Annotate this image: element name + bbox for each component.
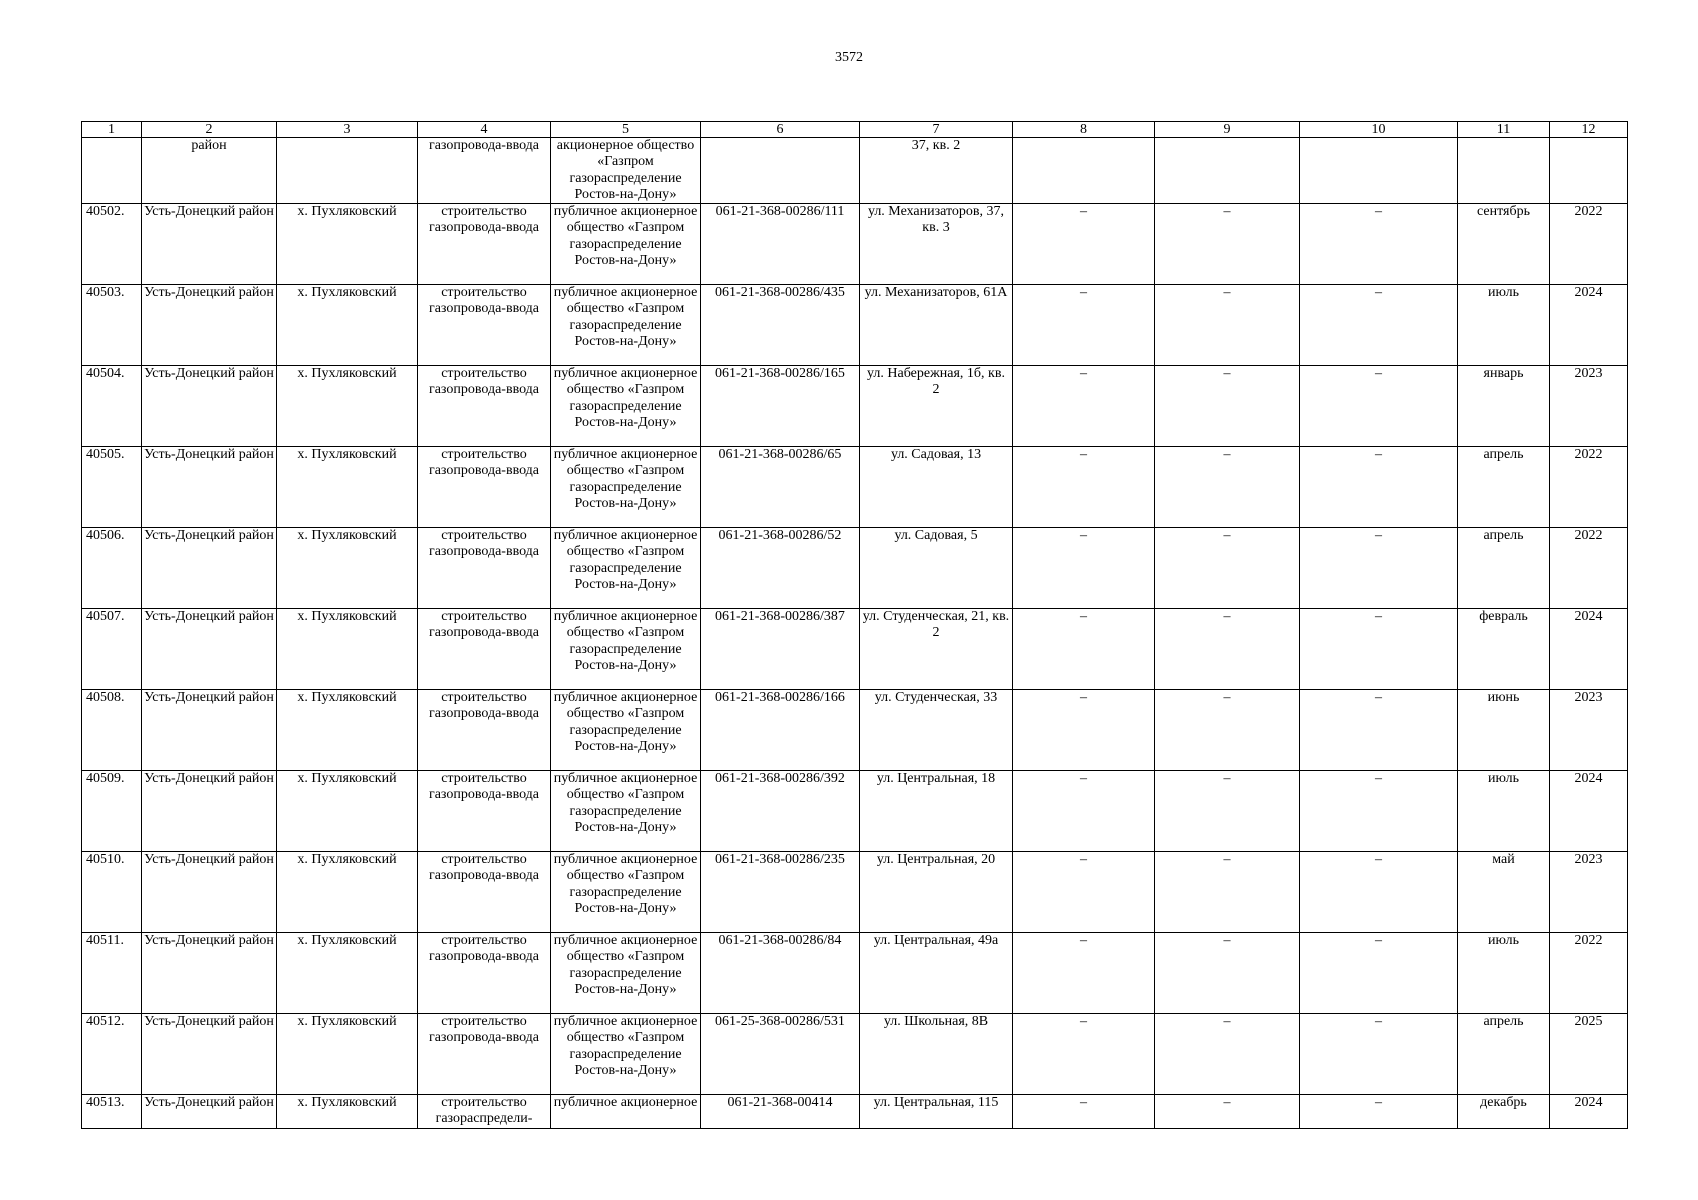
cell-num: 40513.	[82, 1095, 142, 1129]
cell-code: 061-21-368-00286/111	[701, 204, 860, 285]
cell-locality: х. Пухляковский	[277, 852, 418, 933]
cell-district: Усть-Донецкий район	[142, 447, 277, 528]
cell-address: ул. Центральная, 20	[860, 852, 1013, 933]
cell-org: публичное акционерное общество «Газпром газораспределение Ростов-на-Дону»	[551, 285, 701, 366]
cell-c10: –	[1300, 933, 1458, 1014]
cell-month: февраль	[1458, 609, 1550, 690]
cell-c9: –	[1155, 771, 1300, 852]
cell-num: 40508.	[82, 690, 142, 771]
cell-work: строительство газопровода-ввода	[418, 690, 551, 771]
cell-code: 061-21-368-00286/52	[701, 528, 860, 609]
column-header: 1	[82, 122, 142, 138]
cell-address: ул. Механизаторов, 61А	[860, 285, 1013, 366]
cell-org: публичное акционерное общество «Газпром газораспределение Ростов-на-Дону»	[551, 1014, 701, 1095]
cell-c9: –	[1155, 528, 1300, 609]
cell-year: 2022	[1550, 933, 1628, 1014]
cell-district: Усть-Донецкий район	[142, 1095, 277, 1129]
cell-locality: х. Пухляковский	[277, 1014, 418, 1095]
cell-org: публичное акционерное общество «Газпром газораспределение Ростов-на-Дону»	[551, 690, 701, 771]
cell-year: 2024	[1550, 609, 1628, 690]
table-body	[82, 138, 1628, 1129]
cell-org: акционерное общество «Газпром газораспределение Ростов-на-Дону»	[551, 138, 701, 204]
cell-locality: х. Пухляковский	[277, 933, 418, 1014]
column-header: 5	[551, 122, 701, 138]
cell-month: июль	[1458, 771, 1550, 852]
cell-code: 061-21-368-00286/392	[701, 771, 860, 852]
cell-c8: –	[1013, 528, 1155, 609]
cell-c9: –	[1155, 366, 1300, 447]
cell-c8: –	[1013, 447, 1155, 528]
cell-c8: –	[1013, 771, 1155, 852]
table-row	[82, 1014, 1628, 1095]
cell-address: ул. Садовая, 13	[860, 447, 1013, 528]
cell-locality: х. Пухляковский	[277, 771, 418, 852]
cell-org: публичное акционерное общество «Газпром газораспределение Ростов-на-Дону»	[551, 528, 701, 609]
cell-num: 40503.	[82, 285, 142, 366]
table-row	[82, 528, 1628, 609]
cell-locality: х. Пухляковский	[277, 690, 418, 771]
cell-code: 061-21-368-00286/165	[701, 366, 860, 447]
cell-code	[701, 138, 860, 204]
column-header: 2	[142, 122, 277, 138]
cell-month: май	[1458, 852, 1550, 933]
cell-num: 40510.	[82, 852, 142, 933]
cell-code: 061-25-368-00286/531	[701, 1014, 860, 1095]
cell-org: публичное акционерное общество «Газпром газораспределение Ростов-на-Дону»	[551, 933, 701, 1014]
cell-locality: х. Пухляковский	[277, 609, 418, 690]
cell-c10: –	[1300, 852, 1458, 933]
cell-district: Усть-Донецкий район	[142, 204, 277, 285]
table-row	[82, 447, 1628, 528]
cell-year: 2023	[1550, 690, 1628, 771]
table-row	[82, 690, 1628, 771]
cell-locality: х. Пухляковский	[277, 285, 418, 366]
cell-c10: –	[1300, 528, 1458, 609]
cell-num: 40504.	[82, 366, 142, 447]
cell-c8: –	[1013, 933, 1155, 1014]
cell-address: ул. Студенческая, 21, кв. 2	[860, 609, 1013, 690]
table-row	[82, 285, 1628, 366]
cell-address: ул. Центральная, 49а	[860, 933, 1013, 1014]
cell-code: 061-21-368-00286/387	[701, 609, 860, 690]
cell-address: ул. Школьная, 8В	[860, 1014, 1013, 1095]
cell-num: 40511.	[82, 933, 142, 1014]
cell-c8: –	[1013, 1014, 1155, 1095]
cell-c8: –	[1013, 285, 1155, 366]
cell-c10: –	[1300, 690, 1458, 771]
table-row	[82, 933, 1628, 1014]
column-header: 12	[1550, 122, 1628, 138]
cell-org: публичное акционерное общество «Газпром газораспределение Ростов-на-Дону»	[551, 609, 701, 690]
cell-year	[1550, 138, 1628, 204]
cell-year: 2023	[1550, 366, 1628, 447]
cell-year: 2024	[1550, 285, 1628, 366]
cell-c10: –	[1300, 1095, 1458, 1129]
cell-locality: х. Пухляковский	[277, 447, 418, 528]
cell-address: ул. Центральная, 115	[860, 1095, 1013, 1129]
cell-work: строительство газопровода-ввода	[418, 852, 551, 933]
cell-district: Усть-Донецкий район	[142, 852, 277, 933]
cell-c9	[1155, 138, 1300, 204]
cell-month: апрель	[1458, 1014, 1550, 1095]
column-header: 6	[701, 122, 860, 138]
cell-work: строительство газораспредели-	[418, 1095, 551, 1129]
column-header: 4	[418, 122, 551, 138]
cell-c9: –	[1155, 690, 1300, 771]
cell-locality: х. Пухляковский	[277, 366, 418, 447]
cell-month: апрель	[1458, 528, 1550, 609]
cell-locality: х. Пухляковский	[277, 1095, 418, 1129]
cell-month: июнь	[1458, 690, 1550, 771]
cell-c8: –	[1013, 609, 1155, 690]
cell-address: ул. Механизаторов, 37, кв. 3	[860, 204, 1013, 285]
cell-district: район	[142, 138, 277, 204]
cell-work: газопровода-ввода	[418, 138, 551, 204]
cell-month: июль	[1458, 285, 1550, 366]
table-row	[82, 1095, 1628, 1129]
cell-c8: –	[1013, 204, 1155, 285]
cell-c10	[1300, 138, 1458, 204]
cell-month	[1458, 138, 1550, 204]
cell-org: публичное акционерное общество «Газпром газораспределение Ростов-на-Дону»	[551, 852, 701, 933]
cell-district: Усть-Донецкий район	[142, 933, 277, 1014]
cell-address: 37, кв. 2	[860, 138, 1013, 204]
cell-locality: х. Пухляковский	[277, 528, 418, 609]
cell-month: сентябрь	[1458, 204, 1550, 285]
column-header: 10	[1300, 122, 1458, 138]
cell-code: 061-21-368-00286/435	[701, 285, 860, 366]
cell-address: ул. Центральная, 18	[860, 771, 1013, 852]
cell-num: 40512.	[82, 1014, 142, 1095]
header-row	[82, 122, 1628, 138]
cell-c9: –	[1155, 285, 1300, 366]
cell-c9: –	[1155, 609, 1300, 690]
cell-c10: –	[1300, 1014, 1458, 1095]
cell-code: 061-21-368-00414	[701, 1095, 860, 1129]
cell-district: Усть-Донецкий район	[142, 771, 277, 852]
cell-work: строительство газопровода-ввода	[418, 204, 551, 285]
page-number: 3572	[835, 50, 863, 65]
cell-num: 40502.	[82, 204, 142, 285]
table-row	[82, 366, 1628, 447]
table-row	[82, 852, 1628, 933]
table-row	[82, 204, 1628, 285]
cell-year: 2022	[1550, 528, 1628, 609]
cell-c8	[1013, 138, 1155, 204]
cell-month: апрель	[1458, 447, 1550, 528]
cell-c8: –	[1013, 366, 1155, 447]
cell-district: Усть-Донецкий район	[142, 690, 277, 771]
cell-work: строительство газопровода-ввода	[418, 933, 551, 1014]
table-row	[82, 771, 1628, 852]
cell-year: 2023	[1550, 852, 1628, 933]
cell-num: 40505.	[82, 447, 142, 528]
cell-year: 2022	[1550, 447, 1628, 528]
register-table-container	[81, 121, 1627, 1129]
cell-c9: –	[1155, 204, 1300, 285]
cell-c9: –	[1155, 1014, 1300, 1095]
cell-district: Усть-Донецкий район	[142, 366, 277, 447]
column-header: 9	[1155, 122, 1300, 138]
cell-work: строительство газопровода-ввода	[418, 1014, 551, 1095]
cell-district: Усть-Донецкий район	[142, 528, 277, 609]
cell-num: 40509.	[82, 771, 142, 852]
cell-code: 061-21-368-00286/65	[701, 447, 860, 528]
table-row	[82, 609, 1628, 690]
cell-month: декабрь	[1458, 1095, 1550, 1129]
cell-address: ул. Студенческая, 33	[860, 690, 1013, 771]
cell-locality	[277, 138, 418, 204]
cell-work: строительство газопровода-ввода	[418, 285, 551, 366]
column-header: 8	[1013, 122, 1155, 138]
cell-c10: –	[1300, 285, 1458, 366]
cell-work: строительство газопровода-ввода	[418, 366, 551, 447]
column-header: 3	[277, 122, 418, 138]
cell-org: публичное акционерное общество «Газпром газораспределение Ростов-на-Дону»	[551, 366, 701, 447]
cell-year: 2022	[1550, 204, 1628, 285]
cell-c9: –	[1155, 447, 1300, 528]
column-header: 11	[1458, 122, 1550, 138]
cell-c10: –	[1300, 609, 1458, 690]
cell-c9: –	[1155, 852, 1300, 933]
cell-c8: –	[1013, 1095, 1155, 1129]
cell-c8: –	[1013, 852, 1155, 933]
column-header: 7	[860, 122, 1013, 138]
cell-address: ул. Садовая, 5	[860, 528, 1013, 609]
cell-org: публичное акционерное общество «Газпром газораспределение Ростов-на-Дону»	[551, 204, 701, 285]
cell-code: 061-21-368-00286/84	[701, 933, 860, 1014]
cell-code: 061-21-368-00286/235	[701, 852, 860, 933]
cell-work: строительство газопровода-ввода	[418, 528, 551, 609]
cell-year: 2024	[1550, 1095, 1628, 1129]
cell-num: 40506.	[82, 528, 142, 609]
continuation-row	[82, 138, 1628, 204]
cell-num	[82, 138, 142, 204]
cell-num: 40507.	[82, 609, 142, 690]
cell-c10: –	[1300, 366, 1458, 447]
cell-org: публичное акционерное общество «Газпром газораспределение Ростов-на-Дону»	[551, 771, 701, 852]
cell-district: Усть-Донецкий район	[142, 285, 277, 366]
cell-work: строительство газопровода-ввода	[418, 609, 551, 690]
cell-c10: –	[1300, 771, 1458, 852]
cell-c9: –	[1155, 1095, 1300, 1129]
cell-year: 2024	[1550, 771, 1628, 852]
cell-work: строительство газопровода-ввода	[418, 447, 551, 528]
cell-org: публичное акционерное	[551, 1095, 701, 1129]
cell-district: Усть-Донецкий район	[142, 1014, 277, 1095]
cell-c9: –	[1155, 933, 1300, 1014]
cell-locality: х. Пухляковский	[277, 204, 418, 285]
cell-c10: –	[1300, 447, 1458, 528]
cell-c10: –	[1300, 204, 1458, 285]
cell-month: январь	[1458, 366, 1550, 447]
cell-work: строительство газопровода-ввода	[418, 771, 551, 852]
table-header	[82, 122, 1628, 138]
cell-district: Усть-Донецкий район	[142, 609, 277, 690]
cell-c8: –	[1013, 690, 1155, 771]
cell-month: июль	[1458, 933, 1550, 1014]
cell-address: ул. Набережная, 1б, кв. 2	[860, 366, 1013, 447]
cell-year: 2025	[1550, 1014, 1628, 1095]
cell-code: 061-21-368-00286/166	[701, 690, 860, 771]
register-table	[81, 121, 1628, 1129]
cell-org: публичное акционерное общество «Газпром газораспределение Ростов-на-Дону»	[551, 447, 701, 528]
